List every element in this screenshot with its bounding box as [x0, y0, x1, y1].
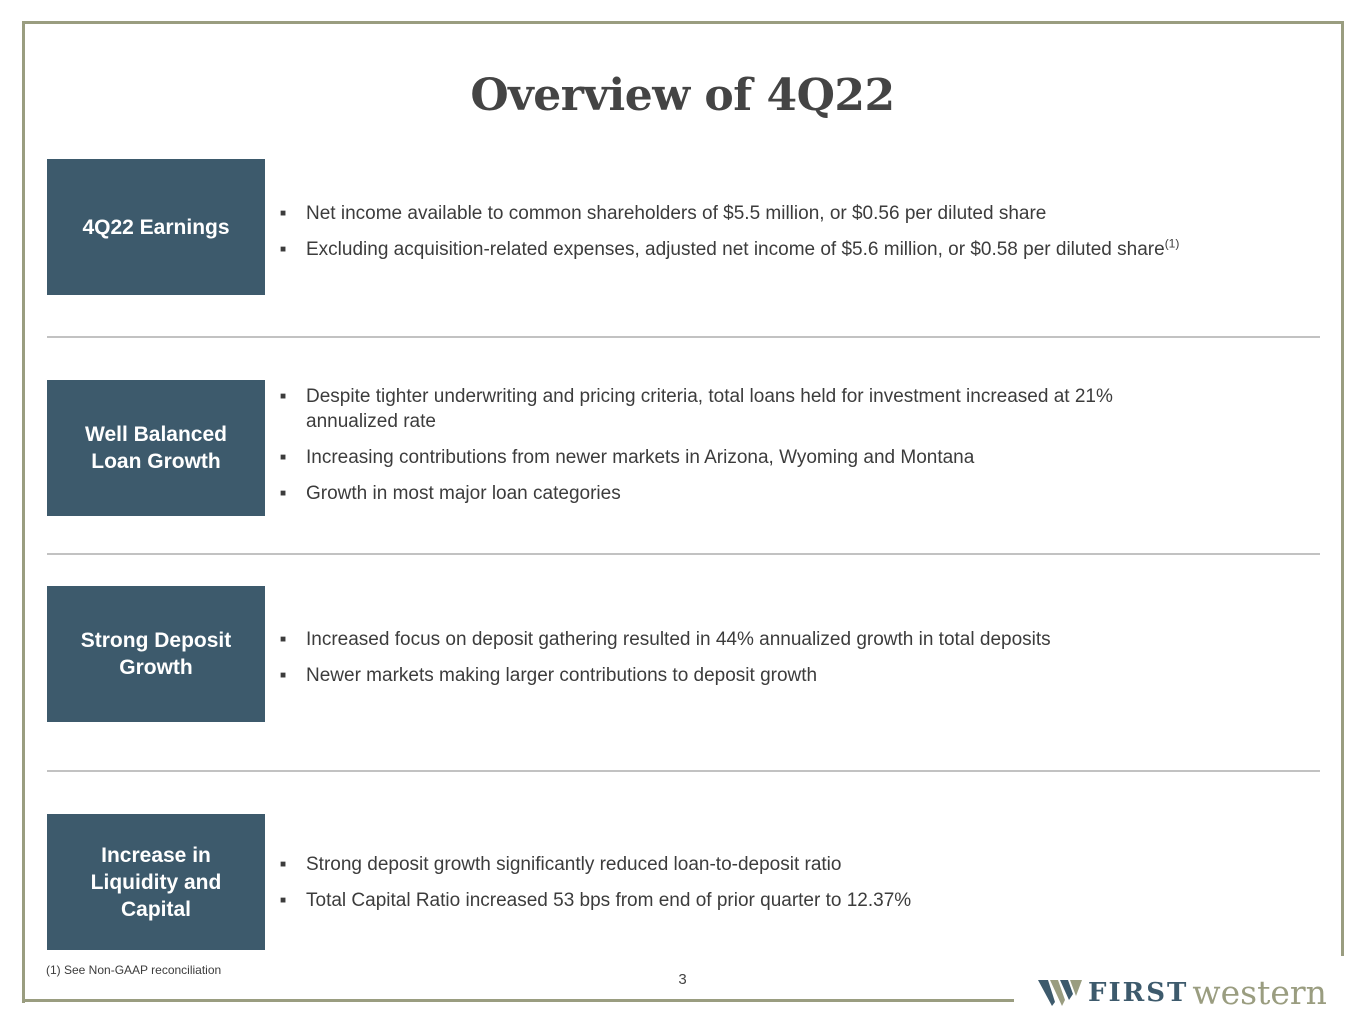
bullet-item — [280, 663, 1280, 688]
bullet-square-icon: ■ — [280, 452, 287, 463]
frame-left-border — [22, 21, 25, 1003]
bullet-item — [280, 888, 1280, 913]
bullet-item — [280, 445, 1280, 470]
logo-first-text: FIRST — [1088, 978, 1189, 1008]
bullet-text-wrapper — [306, 237, 1280, 262]
bullet-text: Excluding acquisition-related expenses, adjusted net income of $5.6 million, or $0.58 per diluted share — [306, 239, 1165, 260]
bullet-square-icon: ■ — [280, 670, 287, 681]
frame-bottom-border — [22, 999, 1014, 1002]
bullet-item — [280, 481, 1280, 506]
bullet-text: Increased focus on deposit gathering resulted in 44% annualized growth in total deposits — [306, 629, 1051, 650]
bullet-item — [280, 627, 1280, 652]
bullet-item — [280, 852, 1280, 877]
frame-top-border — [22, 21, 1344, 24]
bullet-text: Net income available to common shareholders of $5.5 million, or $0.56 per diluted share — [306, 203, 1047, 224]
section-bullets-deposit-growth — [280, 627, 1280, 699]
section-bullets-loan-growth — [280, 384, 1280, 517]
first-western-logo — [1038, 972, 1327, 1012]
logo-western-text: western — [1192, 973, 1327, 1012]
section-divider — [47, 553, 1320, 555]
bullet-text: Increasing contributions from newer markets in Arizona, Wyoming and Montana — [306, 447, 975, 468]
bullet-item — [280, 384, 1280, 434]
section-label-loan-growth: Well Balanced Loan Growth — [47, 380, 265, 516]
bullet-square-icon: ■ — [280, 244, 287, 255]
footnote-reference: (1) — [1164, 236, 1180, 251]
bullet-square-icon: ■ — [280, 859, 287, 870]
w-logo-icon — [1038, 978, 1082, 1008]
bullet-text: Strong deposit growth significantly reduced loan-to-deposit ratio — [306, 854, 842, 875]
section-label-earnings: 4Q22 Earnings — [47, 159, 265, 295]
bullet-item — [280, 237, 1280, 262]
page-number: 3 — [678, 971, 687, 988]
bullet-square-icon: ■ — [280, 208, 287, 219]
frame-right-border — [1341, 21, 1344, 956]
bullet-square-icon: ■ — [280, 488, 287, 499]
bullet-square-icon: ■ — [280, 391, 287, 402]
bullet-text: Total Capital Ratio increased 53 bps from end of prior quarter to 12.37% — [306, 890, 912, 911]
bullet-item — [280, 201, 1280, 226]
section-label-deposit-growth: Strong Deposit Growth — [47, 586, 265, 722]
section-label-liquidity-capital: Increase in Liquidity and Capital — [47, 814, 265, 950]
bullet-text: Despite tighter underwriting and pricing criteria, total loans held for investment increased at 21% annualized rate — [306, 386, 1113, 432]
bullet-text: Growth in most major loan categories — [306, 483, 621, 504]
bullet-square-icon: ■ — [280, 895, 287, 906]
section-divider — [47, 770, 1320, 772]
bullet-square-icon: ■ — [280, 634, 287, 645]
bullet-text: Newer markets making larger contributions to deposit growth — [306, 665, 818, 686]
footnote: (1) See Non-GAAP reconciliation — [46, 963, 222, 977]
section-bullets-liquidity-capital — [280, 852, 1280, 924]
page-title: Overview of 4Q22 — [470, 70, 895, 121]
section-divider — [47, 336, 1320, 338]
section-bullets-earnings — [280, 201, 1280, 273]
